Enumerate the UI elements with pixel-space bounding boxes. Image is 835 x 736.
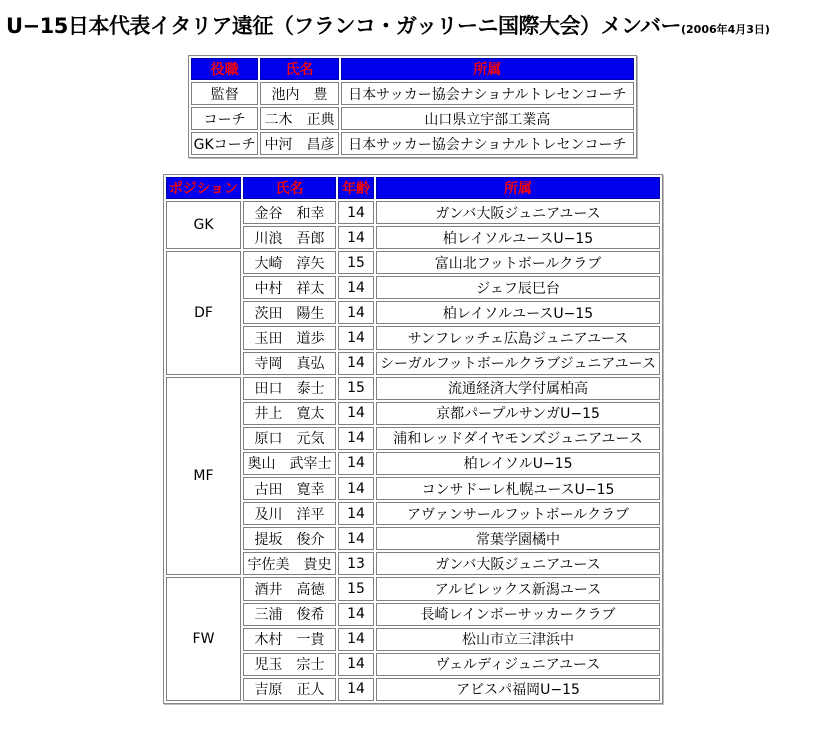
player-club-cell: 流通経済大学付属柏高 (376, 377, 660, 400)
player-name-cell: 酒井 高徳 (243, 577, 336, 600)
player-name-cell: 川浪 吾郎 (243, 226, 336, 249)
players-table (163, 174, 663, 704)
player-age-cell: 14 (338, 402, 374, 425)
title-main: U−15日本代表イタリア遠征（フランコ・ガッリーニ国際大会）メンバー (6, 14, 681, 38)
player-club-cell: 京都パープルサンガU−15 (376, 402, 660, 425)
staff-row (191, 82, 634, 105)
player-name-cell: 井上 寛太 (243, 402, 336, 425)
player-club-cell: アルビレックス新潟ユース (376, 577, 660, 600)
staff-name-cell: 池内 豊 (260, 82, 338, 105)
player-club-cell: ガンバ大阪ジュニアユース (376, 201, 660, 224)
player-age-cell: 14 (338, 628, 374, 651)
player-age-cell: 14 (338, 653, 374, 676)
players-body (166, 201, 660, 701)
staff-name-cell: 二木 正典 (260, 107, 338, 130)
position-cell: GK (166, 201, 241, 249)
players-header-row (166, 177, 660, 199)
staff-header-affiliation: 所属 (341, 58, 634, 80)
player-name-cell: 木村 一貴 (243, 628, 336, 651)
staff-row (191, 132, 634, 155)
player-row (166, 377, 660, 400)
player-row (166, 577, 660, 600)
player-age-cell: 14 (338, 276, 374, 299)
player-name-cell: 大崎 淳矢 (243, 251, 336, 274)
player-club-cell: 柏レイソルユースU−15 (376, 301, 660, 324)
player-age-cell: 14 (338, 678, 374, 701)
staff-name-cell: 中河 昌彦 (260, 132, 338, 155)
player-club-cell: 柏レイソルユースU−15 (376, 226, 660, 249)
player-age-cell: 14 (338, 226, 374, 249)
player-name-cell: 宇佐美 貴史 (243, 552, 336, 575)
player-club-cell: 常葉学園橘中 (376, 527, 660, 550)
player-age-cell: 14 (338, 326, 374, 349)
player-name-cell: 田口 泰士 (243, 377, 336, 400)
player-age-cell: 14 (338, 477, 374, 500)
player-age-cell: 15 (338, 377, 374, 400)
player-name-cell: 中村 祥太 (243, 276, 336, 299)
staff-body (191, 82, 634, 155)
player-age-cell: 15 (338, 251, 374, 274)
player-row (166, 251, 660, 274)
player-club-cell: 柏レイソルU−15 (376, 452, 660, 475)
position-cell: DF (166, 251, 241, 374)
player-row (166, 201, 660, 224)
player-name-cell: 及川 洋平 (243, 502, 336, 525)
player-name-cell: 玉田 道歩 (243, 326, 336, 349)
player-age-cell: 14 (338, 502, 374, 525)
player-age-cell: 14 (338, 527, 374, 550)
title-date: (2006年4月3日) (680, 23, 770, 36)
player-club-cell: アヴァンサールフットボールクラブ (376, 502, 660, 525)
player-age-cell: 13 (338, 552, 374, 575)
position-cell: MF (166, 377, 241, 576)
player-name-cell: 古田 寛幸 (243, 477, 336, 500)
player-name-cell: 三浦 俊希 (243, 603, 336, 626)
player-age-cell: 14 (338, 201, 374, 224)
player-club-cell: 富山北フットボールクラブ (376, 251, 660, 274)
player-age-cell: 14 (338, 427, 374, 450)
player-club-cell: アビスパ福岡U−15 (376, 678, 660, 701)
player-name-cell: 提坂 俊介 (243, 527, 336, 550)
player-age-cell: 14 (338, 603, 374, 626)
staff-role-cell: 監督 (191, 82, 258, 105)
staff-role-cell: GKコーチ (191, 132, 258, 155)
players-header-age: 年齢 (338, 177, 374, 199)
player-name-cell: 吉原 正人 (243, 678, 336, 701)
staff-header-name: 氏名 (260, 58, 338, 80)
page-title (6, 10, 770, 40)
players-header-club: 所属 (376, 177, 660, 199)
staff-affiliation-cell: 山口県立宇部工業高 (341, 107, 634, 130)
staff-header-role: 役職 (191, 58, 258, 80)
player-name-cell: 寺岡 真弘 (243, 352, 336, 375)
staff-affiliation-cell: 日本サッカー協会ナショナルトレセンコーチ (341, 82, 634, 105)
player-name-cell: 奥山 武宰士 (243, 452, 336, 475)
players-header-position: ポジション (166, 177, 241, 199)
player-club-cell: シーガルフットボールクラブジュニアユース (376, 352, 660, 375)
player-age-cell: 14 (338, 352, 374, 375)
staff-table (188, 55, 637, 158)
player-age-cell: 15 (338, 577, 374, 600)
player-name-cell: 茨田 陽生 (243, 301, 336, 324)
player-club-cell: 長崎レインボーサッカークラブ (376, 603, 660, 626)
player-club-cell: ヴェルディジュニアユース (376, 653, 660, 676)
player-club-cell: 松山市立三津浜中 (376, 628, 660, 651)
player-club-cell: サンフレッチェ広島ジュニアユース (376, 326, 660, 349)
player-age-cell: 14 (338, 301, 374, 324)
player-club-cell: コンサドーレ札幌ユースU−15 (376, 477, 660, 500)
player-club-cell: 浦和レッドダイヤモンズジュニアユース (376, 427, 660, 450)
staff-row (191, 107, 634, 130)
player-club-cell: ジェフ辰巳台 (376, 276, 660, 299)
position-cell: FW (166, 577, 241, 700)
staff-affiliation-cell: 日本サッカー協会ナショナルトレセンコーチ (341, 132, 634, 155)
player-name-cell: 原口 元気 (243, 427, 336, 450)
staff-role-cell: コーチ (191, 107, 258, 130)
player-club-cell: ガンバ大阪ジュニアユース (376, 552, 660, 575)
staff-header-row (191, 58, 634, 80)
player-name-cell: 児玉 宗士 (243, 653, 336, 676)
player-name-cell: 金谷 和幸 (243, 201, 336, 224)
player-age-cell: 14 (338, 452, 374, 475)
players-header-name: 氏名 (243, 177, 336, 199)
